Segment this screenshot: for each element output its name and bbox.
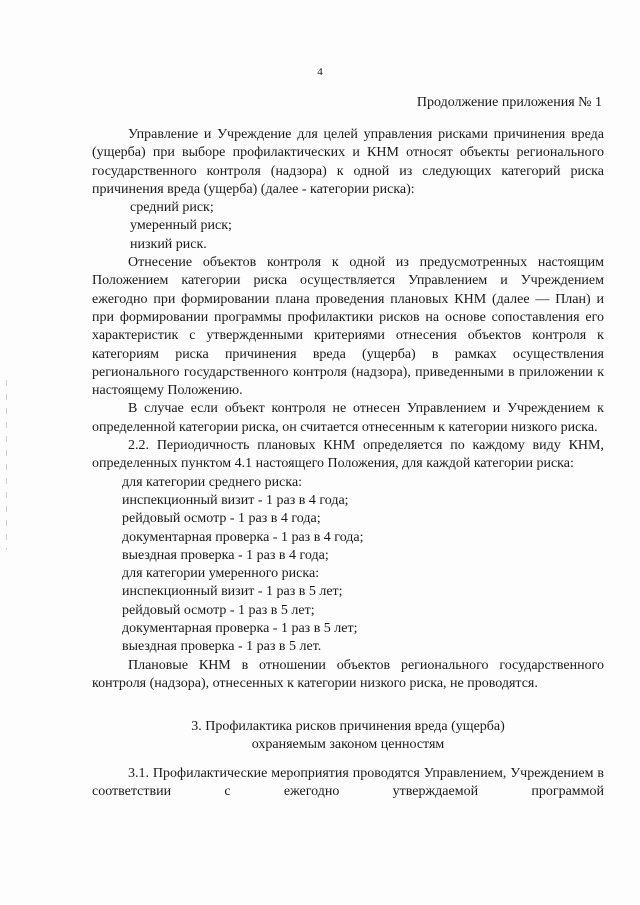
schedule-item: для категории умеренного риска: [122,566,320,582]
risk-category-item: умеренный риск; [130,218,232,234]
page-number: 4 [317,66,323,78]
paragraph-assignment: Отнесение объектов контроля к одной из предусмотренных настоящим Положением категории риска осуществляется Управлением и Учреждением ежегодно при формировании плана проведения плановых КНМ (далее — План) и при формировании программы профилактики рисков на основе сопоставления его характеристик с утвержденными критериями отнесения объектов контроля к категориям риска причинения вреда (ущерба) в рамках осуществления регионального государственного контроля (надзора), приведенными в приложении к настоящему Положению. [92,255,604,399]
schedule-item: документарная проверка - 1 раз в 4 года; [122,529,364,545]
schedule-item: выездная проверка - 1 раз в 4 года; [122,547,329,563]
section-3-title-line: охраняемым законом ценностям [251,737,445,753]
section-3-body [92,765,604,802]
paragraph-default-category: В случае если объект контроля не отнесен Управлением и Учреждением к определенной категории риска, он считается отнесенным к категории низкого риска. [92,401,604,435]
paragraph-intro: Управление и Учреждение для целей управления рисками причинения вреда (ущерба) при выборе профилактических и КНМ относят объекты регионального государственного контроля (надзора) к одной из следующих категорий риска причинения вреда (ущерба) (далее - категории риска): [92,127,604,197]
schedule-item: рейдовый осмотр - 1 раз в 4 года; [122,511,321,527]
schedule-item: инспекционный визит - 1 раз в 5 лет; [122,584,343,600]
schedule-item: документарная проверка - 1 раз в 5 лет; [122,621,358,637]
section-3-heading [92,718,604,755]
schedule-item: рейдовый осмотр - 1 раз в 5 лет; [122,602,315,618]
schedule-item: выездная проверка - 1 раз в 5 лет. [122,639,322,655]
risk-category-item: средний риск; [130,200,214,216]
paragraph-low-risk: Плановые КНМ в отношении объектов регионального государственного контроля (надзора), отнесенных к категории низкого риска, не проводятся. [92,657,604,691]
document-body [92,126,604,693]
paragraph-2-2: 2.2. Периодичность плановых КНМ определяется по каждому виду КНМ, определенных пунктом 4.1 настоящего Положения, для каждой категории риска: [92,438,604,472]
section-3-title-line: 3. Профилактика рисков причинения вреда (ущерба) [191,719,505,734]
scan-margin-marks [6,380,7,550]
appendix-continuation-header: Продолжение приложения № 1 [416,95,602,110]
schedule-item: инспекционный визит - 1 раз в 4 года; [122,492,349,508]
paragraph-3-1: 3.1. Профилактические мероприятия проводятся Управлением, Учреждением в соответствии с ежегодно утверждаемой программой [92,766,604,800]
schedule-item: для категории среднего риска: [122,474,303,490]
risk-category-item: низкий риск. [130,236,207,252]
